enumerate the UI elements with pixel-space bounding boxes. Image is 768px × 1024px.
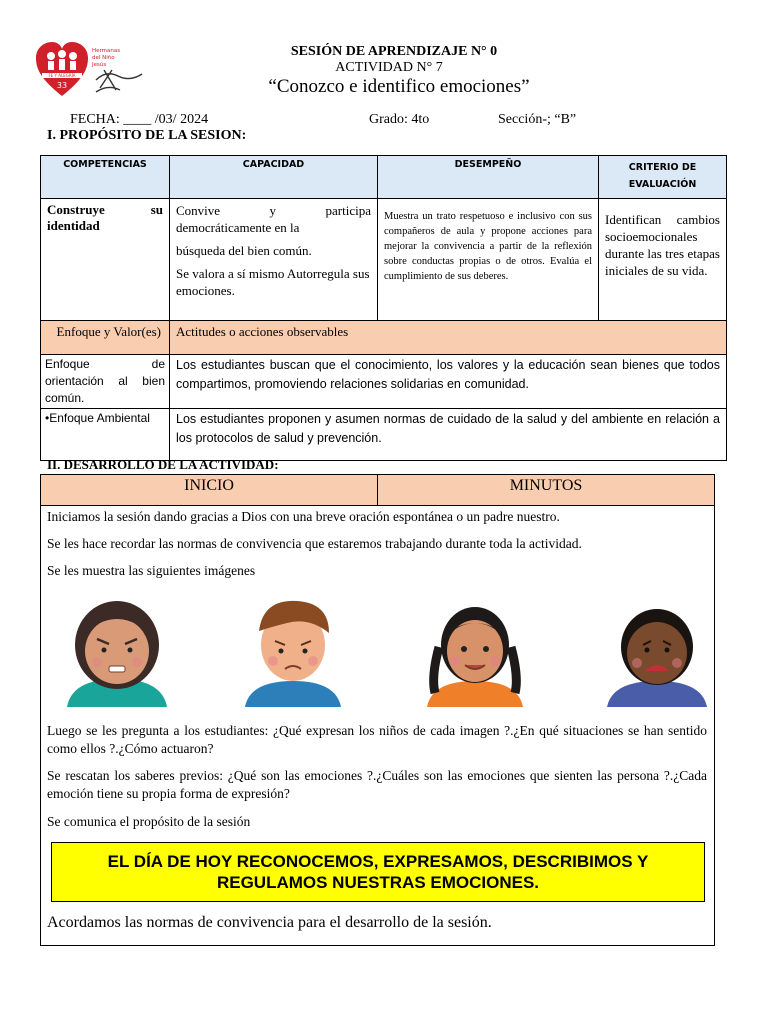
activity-number: ACTIVIDAD N° 7 <box>335 60 443 75</box>
header-competencias: COMPETENCIAS <box>41 156 170 199</box>
svg-text:Jesús: Jesús <box>92 62 107 68</box>
paragraph-closing: Acordamos las normas de convivencia para el desarrollo de la sesión. <box>47 914 492 931</box>
activity-title: “Conozco e identifico emociones” <box>268 76 530 97</box>
enfoque-1: Enfoque de orientación al bien común. <box>41 355 170 409</box>
enfoque-header: Enfoque y Valor(es) <box>41 321 170 355</box>
svg-text:FE Y ALEGRÍA: FE Y ALEGRÍA <box>48 73 76 78</box>
activity-box <box>40 474 715 946</box>
sad-boy-face <box>245 601 341 707</box>
enfoque-2: •Enfoque Ambiental <box>41 409 170 461</box>
paragraph-questions: Luego se les pregunta a los estudiantes: ¿Qué expresan los niños de cada imagen ?.¿En qué situaciones se han sentido como ellos ?.¿Cómo actuaron? <box>47 723 707 756</box>
svg-text:Hermanas: Hermanas <box>92 48 121 54</box>
paragraph-images: Se les muestra las siguientes imágenes <box>47 563 256 578</box>
minutos-label: MINUTOS <box>509 477 583 494</box>
section-field: Sección-; “B” <box>498 112 577 127</box>
paragraph-norms: Se les hace recordar las normas de convivencia que estaremos trabajando durante toda la actividad. <box>47 536 582 551</box>
header-desempeno: DESEMPEÑO <box>378 156 599 199</box>
angry-girl-face <box>67 601 167 707</box>
actitud-2: Los estudiantes proponen y asumen normas de cuidado de la salud y del ambiente en relación a los protocolos de salud y prevención. <box>170 409 727 461</box>
grade-field: Grado: 4to <box>369 112 430 127</box>
date-field: FECHA: ____ /03/ 2024 <box>70 112 209 127</box>
inicio-label: INICIO <box>41 475 378 505</box>
svg-text:del Niño: del Niño <box>92 55 115 61</box>
purpose-banner <box>51 842 705 902</box>
desempeno-cell: Muestra un trato respetuoso e inclusivo con sus compañeros de aula y propone acciones para mejorar la convivencia a partir de la reflexión sobre conductas propias o de otros. Evalúa el cumplimiento de sus deberes. <box>378 199 599 321</box>
actitudes-header: Actitudes o acciones observables <box>170 321 727 355</box>
activity-header-row <box>41 475 714 506</box>
header-criterio: CRITERIO DE EVALUACIÓN <box>599 156 727 199</box>
purpose-table <box>40 155 727 461</box>
paragraph-prayer: Iniciamos la sesión dando gracias a Dios con una breve oración espontánea o un padre nuestro. <box>47 509 560 524</box>
actitud-1: Los estudiantes buscan que el conocimiento, los valores y la educación sean bienes que todos compartimos, promoviendo relaciones solidarias en comunidad. <box>170 355 727 409</box>
capacidad-line-2: búsqueda del bien común. <box>176 243 312 258</box>
capacidad-line-3: Se valora a sí mismo Autorregula sus emociones. <box>176 266 370 298</box>
capacidad-line-1: Convive y participa democráticamente en la <box>176 203 371 235</box>
section-1-heading: I. PROPÓSITO DE LA SESION: <box>47 128 247 143</box>
purpose-banner-text: EL DÍA DE HOY RECONOCEMOS, EXPRESAMOS, DESCRIBIMOS Y REGULAMOS NUESTRAS EMOCIONES. <box>107 852 649 892</box>
section-2-heading: II. DESARROLLO DE LA ACTIVIDAD: <box>47 457 279 472</box>
emotion-faces-image <box>47 587 709 707</box>
competencia-cell: Construye su identidad <box>41 199 170 321</box>
criterio-cell: Identifican cambios socioemocionales durante las tres etapas iniciales de su vida. <box>599 199 727 321</box>
paragraph-purpose-intro: Se comunica el propósito de la sesión <box>47 814 251 829</box>
session-title: SESIÓN DE APRENDIZAJE N° 0 <box>290 44 498 59</box>
capacidad-cell <box>170 199 378 321</box>
svg-text:33: 33 <box>56 81 68 90</box>
header-capacidad: CAPACIDAD <box>170 156 378 199</box>
happy-girl-face <box>427 607 523 707</box>
paragraph-prior-knowledge: Se rescatan los saberes previos: ¿Qué son las emociones ?.¿Cuáles son las emociones que sienten las persona ?.¿Cada emoción tiene su propia forma de expresión? <box>47 768 707 801</box>
crying-boy-face <box>607 609 707 707</box>
